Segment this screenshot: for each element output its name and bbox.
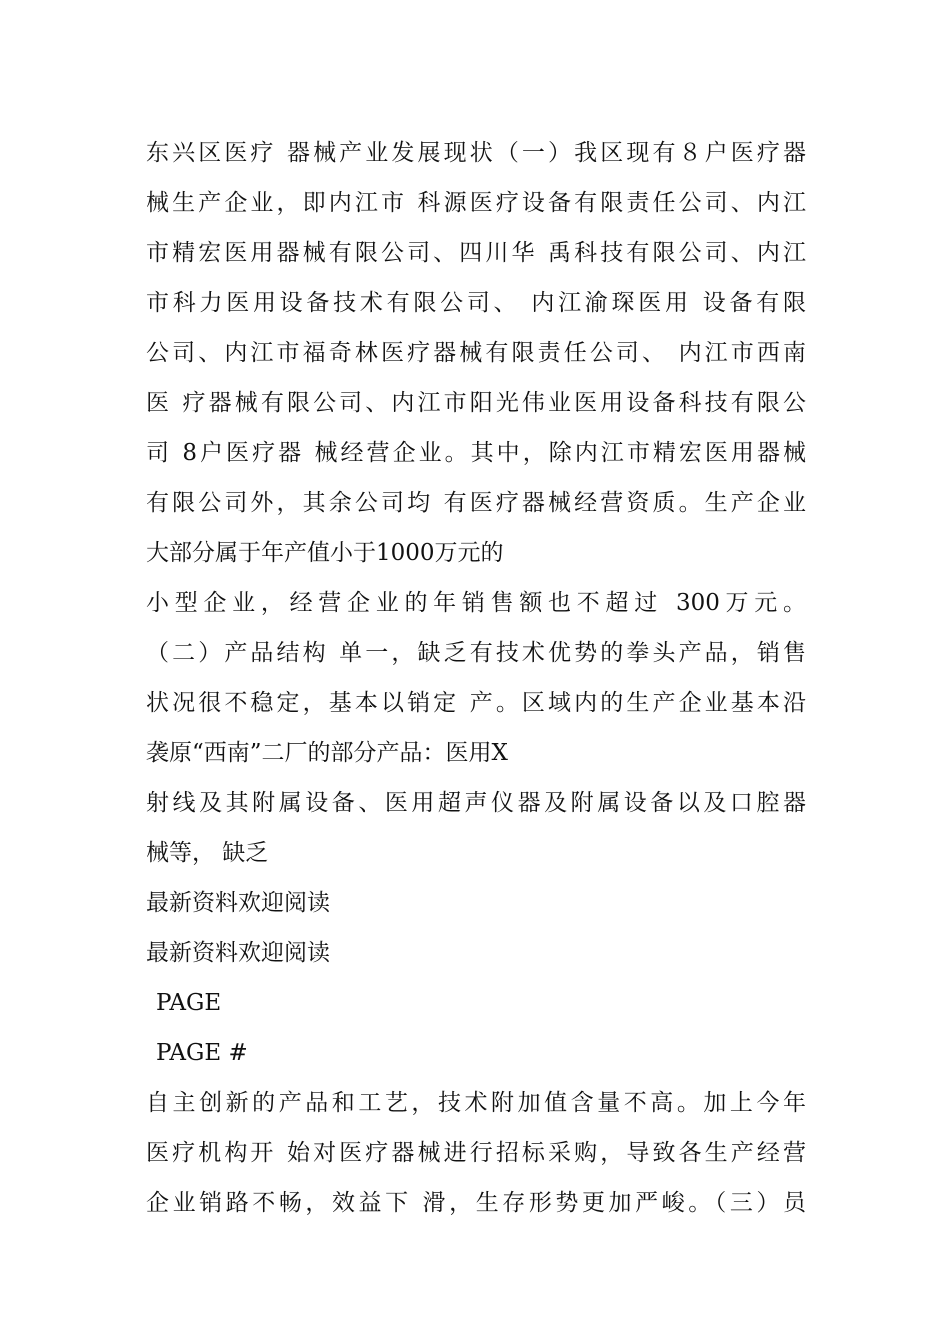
- text-line: 自主创新的产品和工艺，技术附加值含量不高。加上今年: [146, 1090, 806, 1116]
- text-line: 有限公司外，其余公司均 有医疗器械经营资质。生产企业: [146, 490, 806, 516]
- text-line: 市精宏医用器械有限公司、四川华 禹科技有限公司、内江: [146, 240, 806, 266]
- text-line: 袭原“西南”二厂的部分产品：医用X: [146, 740, 508, 766]
- text-line: 医疗机构开 始对医疗器械进行招标采购，导致各生产经营: [146, 1140, 806, 1166]
- text-line: 医 疗器械有限公司、内江市阳光伟业医用设备科技有限公: [146, 390, 806, 416]
- text-line: 市科力医用设备技术有限公司、 内江渝琛医用 设备有限: [146, 290, 806, 316]
- footer-note: 最新资料欢迎阅读: [146, 890, 330, 916]
- document-body: [146, 128, 806, 1228]
- page-field-code: PAGE: [156, 990, 222, 1016]
- page-field-code: PAGE #: [156, 1040, 248, 1066]
- text-line: 状况很不稳定，基本以销定 产。区域内的生产企业基本沿: [146, 690, 806, 716]
- footer-note: 最新资料欢迎阅读: [146, 940, 330, 966]
- text-line: 大部分属于年产值小于1000万元的: [146, 540, 504, 566]
- text-line: 小型企业，经营企业的年销售额也不超过 300万元。: [146, 590, 806, 616]
- text-line: 械生产企业，即内江市 科源医疗设备有限责任公司、内江: [146, 190, 806, 216]
- text-line: 司 8户医疗器 械经营企业。其中，除内江市精宏医用器械: [146, 440, 806, 466]
- text-line: 企业销路不畅，效益下 滑，生存形势更加严峻。（三）员: [146, 1190, 806, 1216]
- text-line: 公司、内江市福奇林医疗器械有限责任公司、 内江市西南: [146, 340, 806, 366]
- text-line: 械等， 缺乏: [146, 840, 269, 866]
- text-line: 东兴区医疗 器械产业发展现状（一）我区现有８户医疗器: [146, 140, 806, 166]
- text-line: （二）产品结构 单一，缺乏有技术优势的拳头产品，销售: [146, 640, 806, 666]
- text-line: 射线及其附属设备、医用超声仪器及附属设备以及口腔器: [146, 790, 806, 816]
